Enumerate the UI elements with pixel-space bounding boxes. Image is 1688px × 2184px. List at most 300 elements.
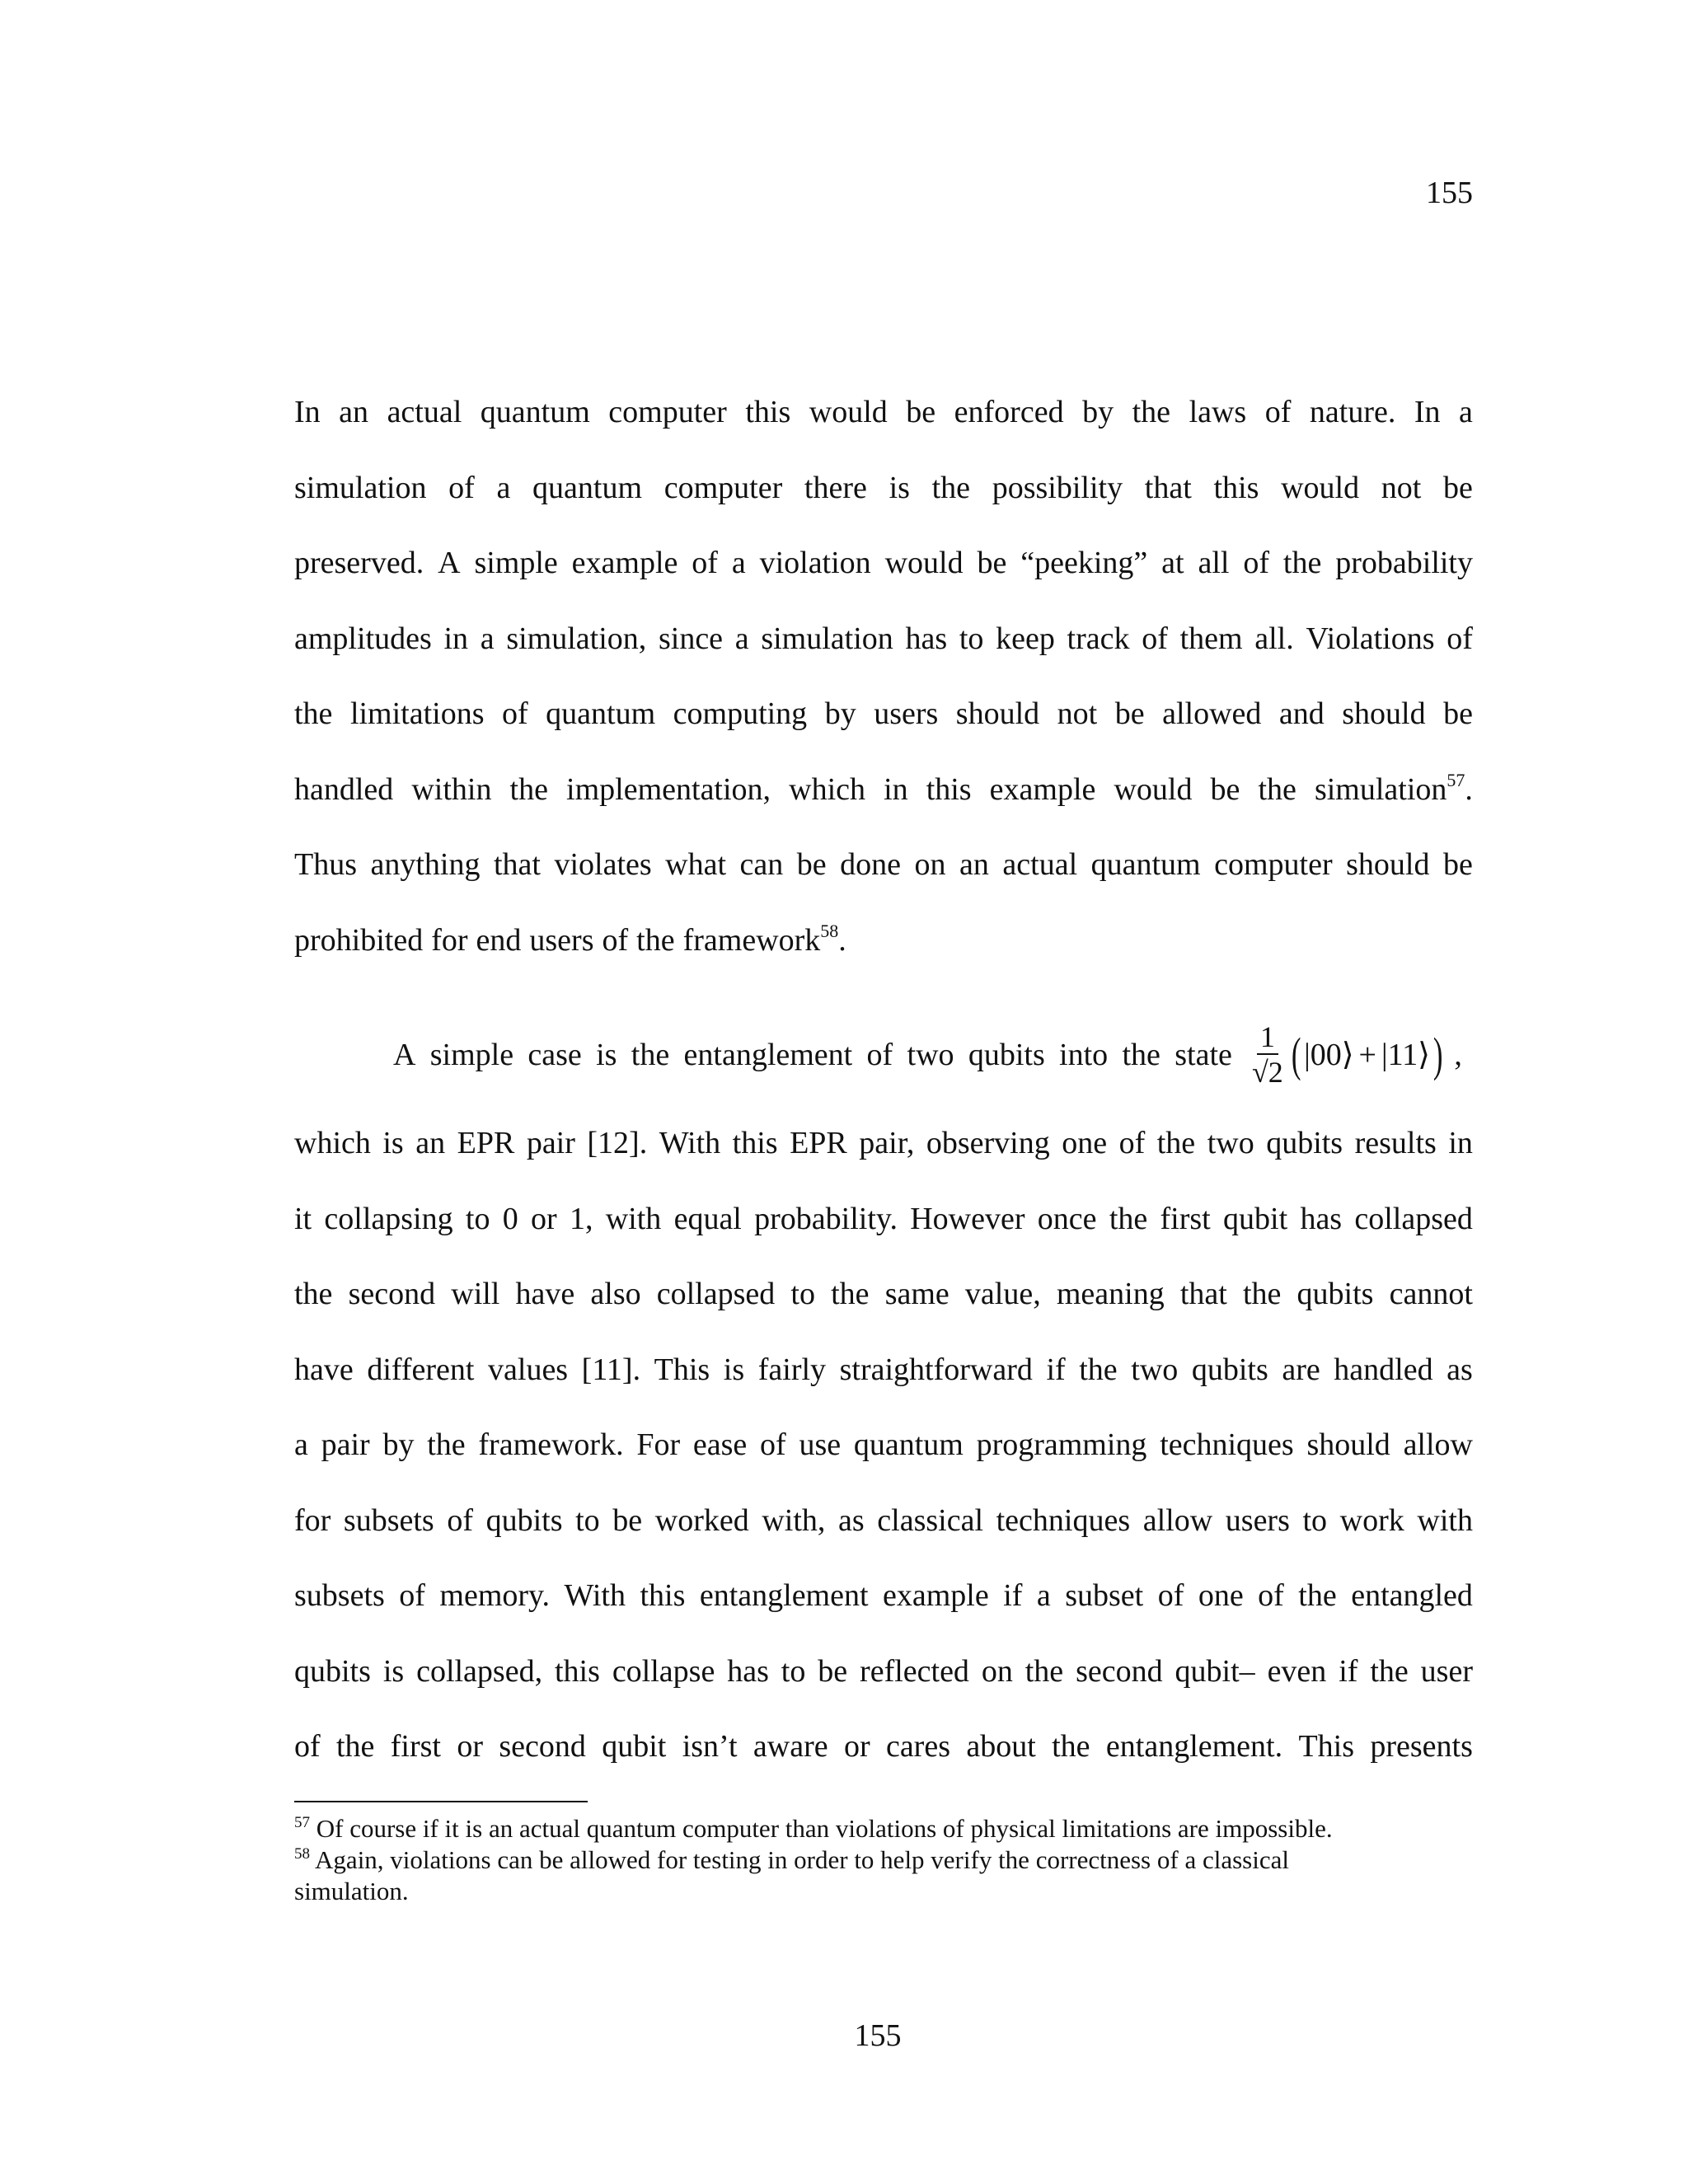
word: that (1179, 1277, 1227, 1311)
word: an (415, 1126, 446, 1160)
fraction (1252, 1020, 1283, 1090)
word: is (382, 1653, 405, 1689)
word: violation (759, 546, 871, 580)
close-paren: ) (1432, 1027, 1443, 1081)
word: a (480, 621, 495, 656)
word: all (1198, 546, 1230, 580)
word: the (1156, 1126, 1196, 1160)
word: This (654, 1352, 710, 1387)
word: one (1198, 1578, 1244, 1613)
word: allow (1142, 1502, 1213, 1538)
word: with (605, 1201, 662, 1236)
word: of (1447, 621, 1473, 656)
word: of (447, 1502, 473, 1538)
text-line (294, 463, 1473, 539)
word: an (339, 395, 369, 429)
word: them (1179, 621, 1243, 656)
word: violates (554, 847, 652, 882)
word: worked (654, 1502, 749, 1538)
word: subset (1065, 1578, 1144, 1613)
word: to (790, 1277, 815, 1311)
word: the (831, 1277, 870, 1311)
word: should (955, 696, 1040, 731)
text-line (294, 840, 1473, 916)
word: value, (964, 1277, 1041, 1311)
text-line (294, 765, 1473, 841)
word: be (1443, 696, 1473, 731)
word: In (294, 395, 321, 429)
fraction-numerator: 1 (1257, 1020, 1278, 1055)
word: probability (1335, 546, 1473, 580)
word: as (838, 1502, 865, 1538)
word: the (1079, 1352, 1118, 1387)
word: results (1354, 1126, 1437, 1160)
word: second (499, 1729, 586, 1764)
word: allowed (1162, 696, 1262, 731)
word: be (1443, 470, 1473, 505)
word: first (1160, 1201, 1211, 1236)
word: for (294, 1502, 331, 1538)
word: quantum (480, 395, 590, 429)
word: the (1370, 1653, 1409, 1689)
word: that (493, 847, 541, 882)
word: example (571, 546, 678, 580)
word: have (294, 1352, 354, 1387)
text-line (294, 1496, 1473, 1572)
word: the (336, 1729, 375, 1764)
word: two (1207, 1126, 1254, 1160)
word: qubit– (1175, 1653, 1255, 1689)
word: should (1346, 847, 1430, 882)
word: a (1459, 395, 1473, 429)
word: of (1258, 1578, 1284, 1613)
word: classical (877, 1502, 983, 1538)
word: the (1025, 1653, 1064, 1689)
word: qubits (1296, 1277, 1374, 1311)
word: would (809, 395, 888, 429)
ket-00: |00⟩ (1304, 1038, 1354, 1072)
word: For (636, 1427, 681, 1462)
word: equal (673, 1201, 742, 1236)
footnote-number: 57 (294, 1814, 310, 1831)
word: this (1213, 470, 1259, 505)
word: computer (608, 395, 727, 429)
word: same (884, 1277, 950, 1311)
word: keep (996, 621, 1055, 656)
word: Thus (294, 847, 357, 882)
text-line (294, 1722, 1473, 1797)
word: in (1448, 1126, 1473, 1160)
word: example (989, 771, 1096, 807)
word: handled (1334, 1352, 1433, 1387)
word: would (1281, 470, 1360, 505)
word: once (1037, 1201, 1097, 1236)
word: the (631, 1037, 670, 1072)
word: about (966, 1729, 1036, 1764)
word: collapse (612, 1653, 715, 1689)
text-line (294, 1420, 1473, 1496)
word: actual (1002, 847, 1078, 882)
word: a (496, 470, 511, 505)
word: qubits (1266, 1126, 1343, 1160)
word: a (734, 621, 749, 656)
footnote-number: 58 (294, 1845, 310, 1863)
word: of (294, 1729, 321, 1764)
word: or (457, 1729, 483, 1764)
word: techniques (996, 1502, 1131, 1538)
text-line (294, 1118, 1473, 1194)
word: would (1114, 771, 1193, 807)
word: presents (1370, 1729, 1473, 1764)
equation-comma: , (1454, 1037, 1462, 1072)
word: implementation, (566, 771, 771, 807)
word: This (1298, 1729, 1355, 1764)
word: has (905, 621, 948, 656)
word: techniques (1160, 1427, 1294, 1462)
word: be (1114, 696, 1145, 731)
word: is (596, 1037, 617, 1072)
word: this (555, 1653, 600, 1689)
word: case (528, 1037, 582, 1072)
word: or (531, 1201, 557, 1236)
word-text: framework (682, 922, 821, 958)
text-line (294, 1194, 1473, 1270)
word: two (907, 1037, 954, 1072)
word: In (1414, 395, 1441, 429)
word: state (1175, 1037, 1232, 1072)
word: if (1046, 1352, 1066, 1387)
word: be (1210, 771, 1240, 807)
text-line (294, 916, 1473, 991)
word: which (789, 771, 865, 807)
word: be (1442, 847, 1473, 882)
word: handled (294, 771, 394, 807)
word: quantum (853, 1427, 964, 1462)
word: if (1339, 1653, 1358, 1689)
paragraph-2 (294, 1118, 1473, 1797)
word: subsets (294, 1578, 385, 1613)
footnote-reference[interactable]: 58 (820, 920, 839, 941)
footnote-57 (294, 1813, 1481, 1844)
word: by (824, 696, 856, 731)
word: to (575, 1502, 600, 1538)
word: collapsed, (416, 1653, 543, 1689)
word: prohibited (294, 922, 424, 958)
word: as (1447, 1352, 1473, 1387)
word: cares (885, 1729, 950, 1764)
word: entangled (1351, 1578, 1473, 1613)
word: the (1298, 1578, 1337, 1613)
word: aware (753, 1729, 828, 1764)
word: and (1278, 696, 1325, 731)
word: the (294, 1277, 333, 1311)
word: However (910, 1201, 1025, 1236)
word: preserved. (294, 546, 424, 580)
word: different (367, 1352, 475, 1387)
word: of (692, 546, 718, 580)
open-paren: ( (1291, 1027, 1301, 1081)
word: second (1076, 1653, 1163, 1689)
word: of (502, 696, 528, 731)
footnote-separator (294, 1801, 588, 1802)
word: a (1036, 1578, 1051, 1613)
word: would (884, 546, 964, 580)
text-line (294, 1345, 1473, 1421)
word: one (1062, 1126, 1108, 1160)
word: the (1052, 1729, 1090, 1764)
word: With (659, 1126, 721, 1160)
word: ease (692, 1427, 748, 1462)
word: anything (370, 847, 481, 882)
word: computer (663, 470, 783, 505)
word: values (488, 1352, 569, 1387)
word: not (1057, 696, 1098, 731)
word: computer (1214, 847, 1333, 882)
word: memory. (439, 1578, 551, 1613)
word: laws (1189, 395, 1247, 429)
word: work (1339, 1502, 1404, 1538)
word: simple (429, 1037, 514, 1072)
word: of (448, 470, 475, 505)
word: the (636, 922, 675, 958)
word: all. (1254, 621, 1294, 656)
word: simulation (294, 470, 427, 505)
word: entanglement. (1105, 1729, 1283, 1764)
word: subsets (343, 1502, 434, 1538)
word: of (1157, 1578, 1184, 1613)
word: Violations (1306, 621, 1435, 656)
word: for (431, 922, 468, 958)
word: fairly (757, 1352, 827, 1387)
word: even (1267, 1653, 1327, 1689)
word: should (1306, 1427, 1390, 1462)
word: of (1243, 546, 1270, 580)
text-line (294, 387, 1473, 463)
plus-sign: + (1358, 1037, 1376, 1072)
word: is (723, 1352, 745, 1387)
word: With (564, 1578, 626, 1613)
word (683, 916, 846, 991)
word: is (382, 1126, 404, 1160)
fraction-denominator: √2 (1252, 1055, 1283, 1089)
word: can (739, 847, 784, 882)
text-line (294, 689, 1473, 765)
word: collapsing (324, 1201, 453, 1236)
paragraph-2-lead (393, 1037, 1232, 1073)
word: this (732, 1126, 778, 1160)
header-page-number: 155 (1426, 176, 1473, 210)
word: have (515, 1277, 575, 1311)
word: are (1282, 1352, 1320, 1387)
word: the (1258, 771, 1296, 807)
word: simulation, (506, 621, 647, 656)
word: of (1264, 395, 1292, 429)
word: nature. (1309, 395, 1396, 429)
word: if (1003, 1578, 1023, 1613)
word: isn’t (682, 1729, 738, 1764)
word: of (866, 1037, 893, 1072)
word: there (804, 470, 867, 505)
word: two (1131, 1352, 1179, 1387)
footnote-58 (294, 1844, 1481, 1907)
word: user (1420, 1653, 1473, 1689)
word: use (799, 1427, 842, 1462)
word: quantum (546, 696, 656, 731)
word: has (727, 1653, 769, 1689)
word: amplitudes (294, 621, 432, 656)
epr-state-equation (1252, 1020, 1462, 1090)
word: which (294, 1126, 371, 1160)
footer-page-number: 155 (854, 2018, 902, 2053)
word: on (981, 1653, 1013, 1689)
word: enforced (954, 395, 1064, 429)
word: has (1300, 1201, 1343, 1236)
text-line (294, 1269, 1473, 1345)
word: observing (926, 1126, 1050, 1160)
word: pair, (859, 1126, 915, 1160)
word: first (390, 1729, 441, 1764)
word: qubit (602, 1729, 667, 1764)
text-line (294, 614, 1473, 690)
word: entanglement (699, 1578, 869, 1613)
footnote-text-continued: simulation. (294, 1877, 409, 1905)
word: users (1225, 1502, 1290, 1538)
word: qubit (1223, 1201, 1288, 1236)
word: EPR (790, 1126, 847, 1160)
word: probability. (754, 1201, 898, 1236)
word: quantum (1090, 847, 1201, 882)
word: of (1142, 621, 1168, 656)
word (1315, 765, 1473, 841)
word: [12]. (587, 1126, 648, 1160)
text-line (294, 1647, 1473, 1722)
word: collapsed (656, 1277, 776, 1311)
word: example (883, 1578, 989, 1613)
word: entanglement (683, 1037, 853, 1072)
word: not (1381, 470, 1422, 505)
word: in (884, 771, 908, 807)
word: qubits (485, 1502, 563, 1538)
word: framework. (478, 1427, 624, 1462)
word: will (451, 1277, 500, 1311)
body-text (294, 387, 1473, 1797)
word: EPR (457, 1126, 515, 1160)
word: computing (673, 696, 808, 731)
word: reflected (860, 1653, 969, 1689)
word: done (840, 847, 902, 882)
word: within (411, 771, 492, 807)
word: what (665, 847, 727, 882)
word: of (399, 1578, 425, 1613)
word: at (1161, 546, 1184, 580)
word: A (393, 1037, 416, 1072)
word: to (781, 1653, 806, 1689)
word: by (1082, 395, 1114, 429)
punctuation: . (1465, 771, 1473, 807)
word: of (1118, 1126, 1146, 1160)
word: quantum (532, 470, 643, 505)
word: simple (474, 546, 558, 580)
word: that (1144, 470, 1192, 505)
word: meaning (1056, 1277, 1165, 1311)
word: the (1282, 546, 1322, 580)
word: with, (762, 1502, 826, 1538)
word: of (760, 1427, 786, 1462)
text-line (294, 538, 1473, 614)
word: it (294, 1201, 312, 1236)
word: pair (526, 1126, 575, 1160)
word: pair (321, 1427, 370, 1462)
word: or (843, 1729, 870, 1764)
word: 0 (502, 1201, 518, 1236)
word: be (796, 847, 827, 882)
word: into (1059, 1037, 1109, 1072)
word: straightforward (839, 1352, 1033, 1387)
word: is (889, 470, 910, 505)
word: [11]. (581, 1352, 641, 1387)
word: actual (387, 395, 462, 429)
equation-line (294, 991, 1473, 1118)
word: programming (976, 1427, 1147, 1462)
word: a (294, 1427, 308, 1462)
word-text: simulation (1314, 771, 1447, 807)
word: the (1109, 1201, 1148, 1236)
word: this (926, 771, 972, 807)
word: of (602, 922, 629, 958)
word: to (465, 1201, 490, 1236)
word: “peeking” (1020, 546, 1148, 580)
footnotes (294, 1813, 1481, 1907)
word: qubits (294, 1653, 371, 1689)
word: the (427, 1427, 466, 1462)
word: by (382, 1427, 415, 1462)
word: be (977, 546, 1007, 580)
word: end (476, 922, 522, 958)
footnote-text: Of course if it is an actual quantum computer than violations of physical limitations are impossible. (316, 1814, 1333, 1843)
word: A (438, 546, 461, 580)
text-line (294, 1571, 1473, 1647)
word: the (1122, 1037, 1160, 1072)
word: this (640, 1578, 686, 1613)
word: cannot (1389, 1277, 1473, 1311)
word: the (1132, 395, 1171, 429)
word: this (745, 395, 791, 429)
word: the (931, 470, 971, 505)
word: be (612, 1502, 643, 1538)
word: the (1242, 1277, 1282, 1311)
word: users (874, 696, 939, 731)
word: be (906, 395, 936, 429)
word: simulation (761, 621, 893, 656)
word: qubits (1191, 1352, 1268, 1387)
word: in (443, 621, 469, 656)
footnote-reference[interactable]: 57 (1447, 769, 1465, 790)
word: users (529, 922, 594, 958)
word: an (959, 847, 989, 882)
word: should (1342, 696, 1426, 731)
word: second (348, 1277, 436, 1311)
word: collapsed (1354, 1201, 1473, 1236)
word: 1, (569, 1201, 593, 1236)
word: with (1417, 1502, 1473, 1538)
word: on (914, 847, 946, 882)
word: be (818, 1653, 848, 1689)
ket-11: |11⟩ (1381, 1038, 1430, 1072)
word: limitations (349, 696, 485, 731)
word: to (959, 621, 984, 656)
word: a (731, 546, 746, 580)
word: the (294, 696, 333, 731)
